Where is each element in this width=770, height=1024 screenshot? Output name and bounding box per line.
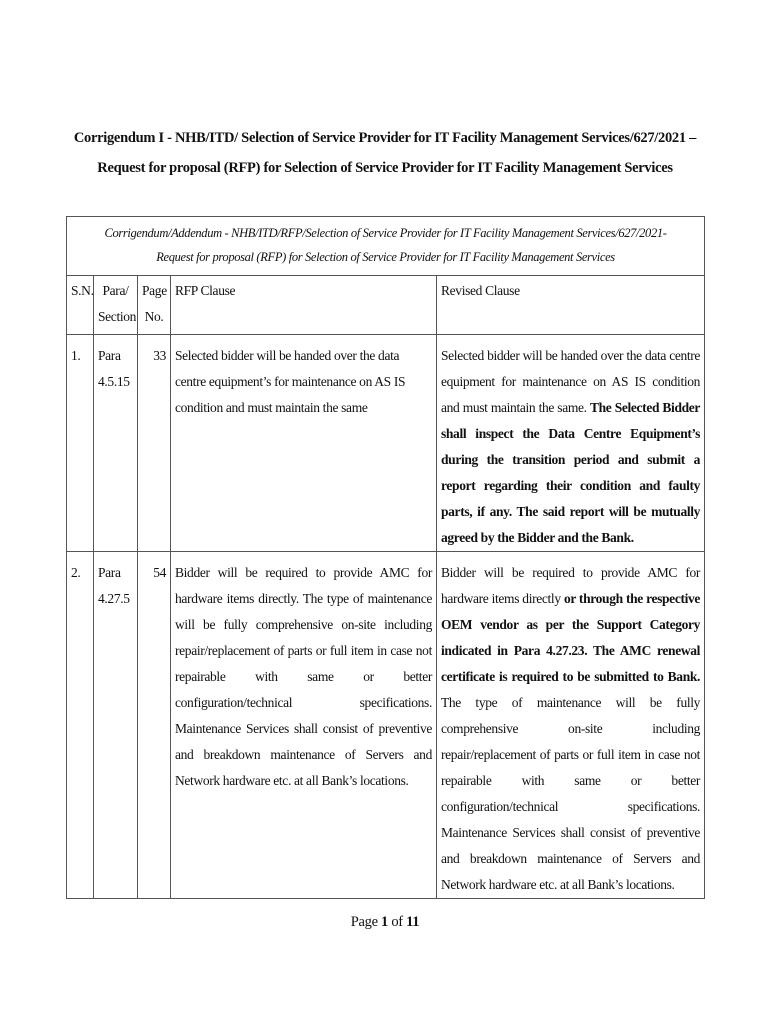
row-1-para-line-2: 4.5.15 bbox=[98, 374, 130, 389]
column-header-para-section bbox=[94, 276, 138, 335]
table-header-row bbox=[67, 276, 705, 335]
row-2-sn: 2. bbox=[67, 552, 94, 899]
row-1-revised-text: Selected bidder will be handed over the data centre equipment for maintenance on AS IS condition and must maintain the same. bbox=[441, 348, 701, 415]
table-caption-line-1: Corrigendum/Addendum - NHB/ITD/RFP/Selection of Service Provider for IT Facility Management Services/627/2021- bbox=[104, 226, 667, 240]
row-1-revised-bold-text: The Selected Bidder shall inspect the Data Centre Equipment’s during the transition period and submit a report regarding their condition and faulty parts, if any. The said report will be mutually agreed by the Bidder and the Bank. bbox=[441, 400, 701, 545]
column-header-page-no bbox=[138, 276, 171, 335]
column-header-para-line-1: Para/ bbox=[102, 283, 129, 298]
page-footer bbox=[0, 914, 770, 931]
page-total-number: 11 bbox=[406, 914, 420, 930]
column-header-page-line-2: No. bbox=[144, 309, 164, 324]
row-2-para-line-2: 4.27.5 bbox=[98, 591, 130, 606]
page-label: Page bbox=[350, 914, 382, 930]
page-current-number: 1 bbox=[381, 914, 388, 930]
column-header-para-line-2: Section bbox=[98, 309, 137, 324]
column-header-rfp-clause: RFP Clause bbox=[171, 276, 437, 335]
document-title-line-2: Request for proposal (RFP) for Selection of Service Provider for IT Facility Management Services bbox=[97, 160, 673, 176]
row-2-revised-tail-text: The type of maintenance will be fully comprehensive on-site including repair/replacement of parts or full item in case not repairable with same or better configuration/technical specifications. Maintenance Services shall consist of preventive and breakdown maintenance of Servers and Network hardware etc. at all Bank’s locations. bbox=[441, 695, 701, 892]
row-2-page: 54 bbox=[138, 552, 171, 899]
row-1-page: 33 bbox=[138, 335, 171, 552]
column-header-page-line-1: Page bbox=[142, 283, 167, 298]
row-1-para-line-1: Para bbox=[98, 348, 121, 363]
corrigendum-table bbox=[66, 216, 705, 899]
table-caption-row bbox=[67, 217, 705, 276]
column-header-sn: S.N. bbox=[67, 276, 94, 335]
row-2-rfp-clause: Bidder will be required to provide AMC for hardware items directly. The type of maintenance will be fully comprehensive on-site including repair/replacement of parts or full item in case not repairable with same or better configuration/technical specifications. Maintenance Services shall consist of preventive and breakdown maintenance of Servers and Network hardware etc. at all Bank’s locations. bbox=[171, 552, 437, 899]
row-1-rfp-clause: Selected bidder will be handed over the data centre equipment’s for maintenance on AS IS condition and must maintain the same bbox=[171, 335, 437, 552]
row-2-revised-clause bbox=[437, 552, 705, 899]
table-caption bbox=[67, 217, 705, 276]
page-of-label: of bbox=[388, 914, 407, 930]
row-2-revised-bold-text: or through the respective OEM vendor as per the Support Category indicated in Para 4.27.23. The AMC renewal certificate is required to be submitted to Bank. bbox=[441, 591, 701, 684]
row-2-para bbox=[94, 552, 138, 899]
document-title-line-1: Corrigendum I - NHB/ITD/ Selection of Service Provider for IT Facility Management Services/627/2021 – bbox=[73, 130, 697, 146]
table-row bbox=[67, 335, 705, 552]
row-1-para bbox=[94, 335, 138, 552]
row-1-sn: 1. bbox=[67, 335, 94, 552]
row-2-revised-text: Bidder will be required to provide AMC for hardware items directly bbox=[441, 565, 701, 606]
column-header-revised-clause: Revised Clause bbox=[437, 276, 705, 335]
table-caption-line-2: Request for proposal (RFP) for Selection of Service Provider for IT Facility Management Services bbox=[156, 250, 615, 264]
row-2-para-line-1: Para bbox=[98, 565, 121, 580]
table-row bbox=[67, 552, 705, 899]
row-1-revised-clause bbox=[437, 335, 705, 552]
